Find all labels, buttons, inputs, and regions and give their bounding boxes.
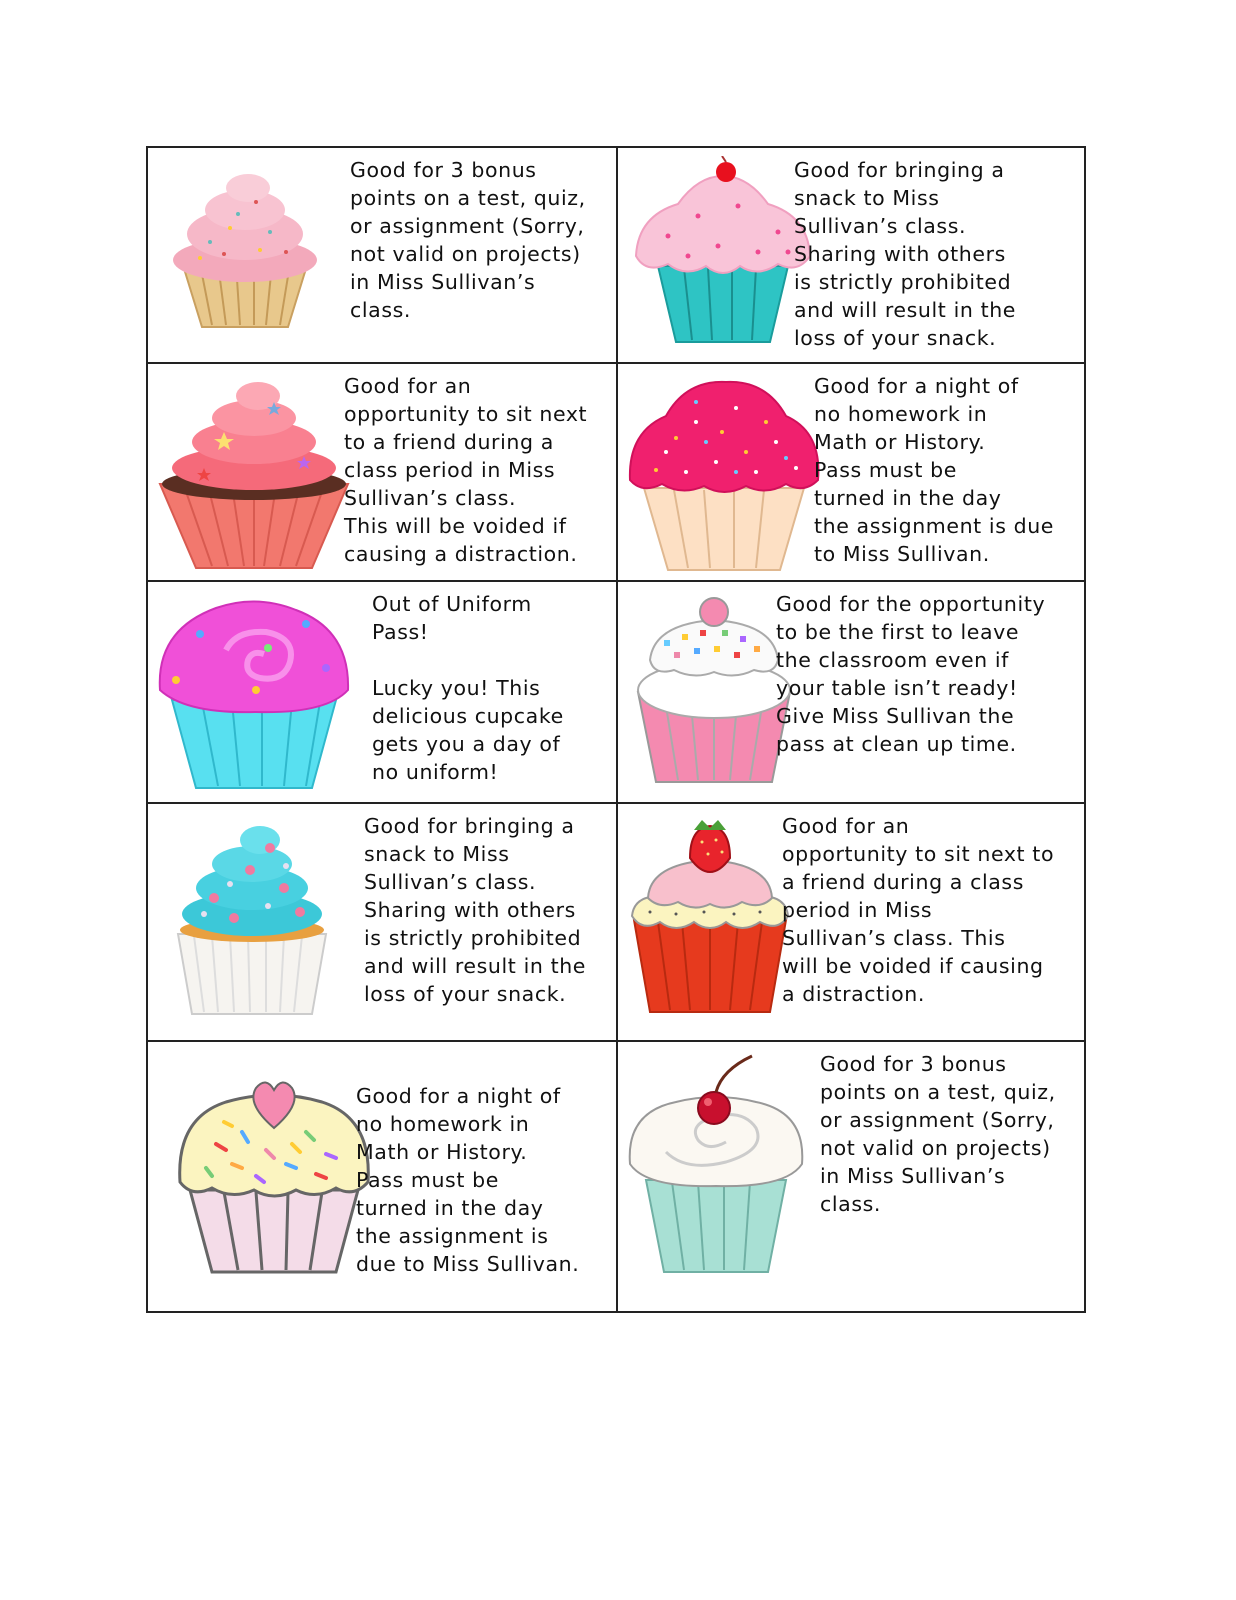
coupon-text: Good for an opportunity to sit next to a friend during a class period in Miss Sullivan’s class. This will be voided if causing a distraction. [782, 814, 1055, 1006]
coupon-card [616, 582, 1084, 802]
magenta-sprinkle-cupcake-image [626, 372, 822, 572]
pink-swirl-cupcake-image [160, 162, 330, 332]
purple-swirl-cupcake-image [156, 590, 352, 790]
coupon-card [616, 148, 1084, 362]
coupon-card [616, 364, 1084, 580]
blue-swirl-cupcake-image [174, 818, 330, 1018]
heart-sprinkle-cupcake-image [176, 1058, 372, 1278]
sprinkle-cherry-cupcake-image [628, 156, 818, 346]
coupon-sheet [146, 146, 1086, 1313]
coupon-text: Good for bringing a snack to Miss Sullivan’s class. Sharing with others is strictly prohibited and will result in the loss of your snack. [794, 158, 1017, 350]
coupon-card [148, 148, 616, 362]
coupon-card [148, 582, 616, 802]
coupon-text: Out of Uniform Pass! Lucky you! This delicious cupcake gets you a day of no uniform! [372, 592, 564, 784]
coupon-card [148, 364, 616, 580]
coupon-row [148, 148, 1084, 364]
coupon-text: Good for an opportunity to sit next to a friend during a class period in Miss Sullivan’s class. This will be voided if causing a distraction. [344, 374, 588, 566]
coupon-text: Good for bringing a snack to Miss Sullivan’s class. Sharing with others is strictly prohibited and will result in the loss of your snack. [364, 814, 587, 1006]
coupon-text: Good for a night of no homework in Math or History. Pass must be turned in the day the assignment is due to Miss Sullivan. [814, 374, 1055, 566]
coupon-card [148, 804, 616, 1040]
coupon-text: Good for the opportunity to be the first to leave the classroom even if your table isn’t ready! Give Miss Sullivan the pass at clean up time. [776, 592, 1046, 756]
coupon-text: Good for 3 bonus points on a test, quiz, or assignment (Sorry, not valid on projects) in Miss Sullivan’s class. [820, 1052, 1056, 1216]
white-frosting-cupcake-image [634, 596, 794, 786]
coupon-card [616, 1042, 1084, 1311]
coupon-row [148, 582, 1084, 804]
coupon-row [148, 364, 1084, 582]
coupon-row [148, 804, 1084, 1042]
coupon-text: Good for 3 bonus points on a test, quiz, or assignment (Sorry, not valid on projects) in Miss Sullivan’s class. [350, 158, 586, 322]
coupon-text: Good for a night of no homework in Math or History. Pass must be turned in the day the assignment is due to Miss Sullivan. [356, 1084, 580, 1276]
coupon-row [148, 1042, 1084, 1311]
coupon-card [616, 804, 1084, 1040]
star-swirl-cupcake-image [154, 372, 354, 572]
strawberry-cupcake-image [630, 816, 790, 1016]
cherry-swirl-cupcake-image [626, 1052, 806, 1276]
coupon-card [148, 1042, 616, 1311]
